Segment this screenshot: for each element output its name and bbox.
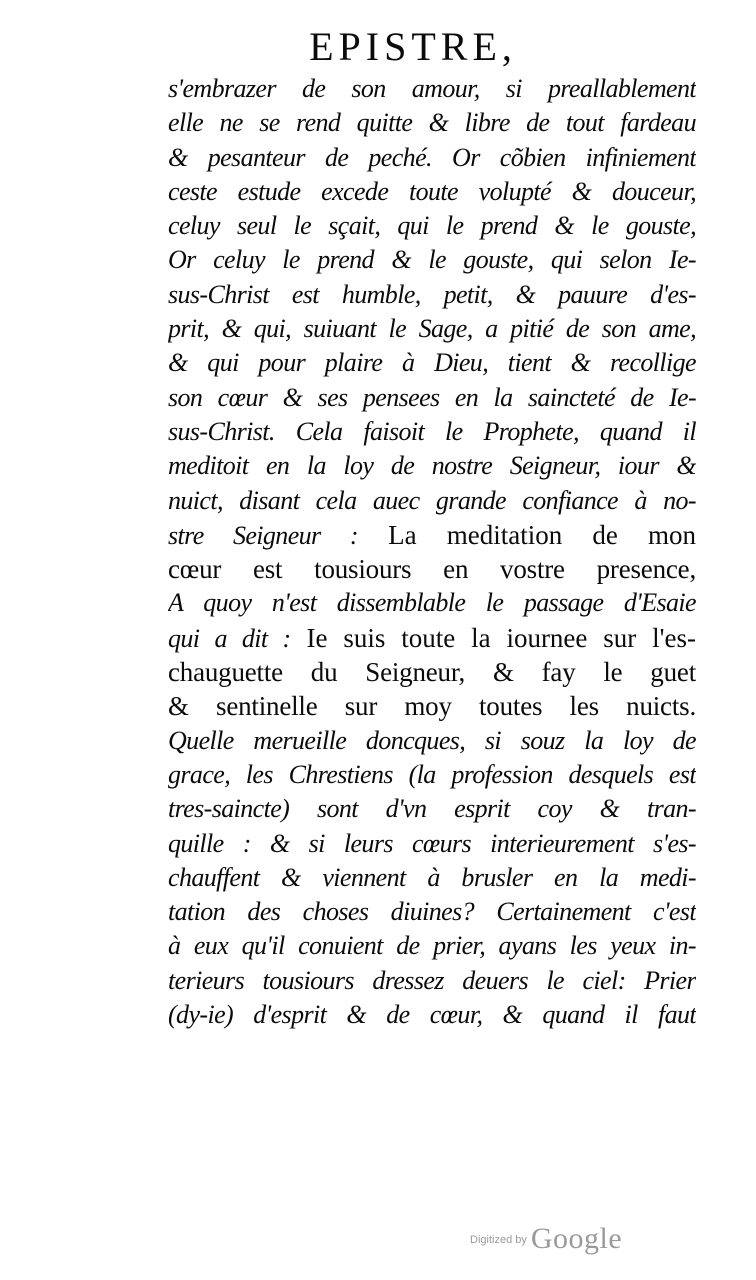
google-logo: Google bbox=[530, 1222, 623, 1255]
text-line: tres-saincte) sont d'vn esprit coy & tran- bbox=[168, 794, 696, 824]
watermark-prefix: Digitized by bbox=[470, 1234, 527, 1246]
text-line bbox=[168, 518, 696, 552]
text-line: à eux qu'il conuient de prier, ayans les yeux in- bbox=[168, 931, 696, 961]
text-line: chauffent & viennent à brusler en la medi- bbox=[168, 862, 696, 892]
text-line: & qui pour plaire à Dieu, tient & recollige bbox=[168, 348, 696, 378]
text-line: elle ne se rend quitte & libre de tout fardeau bbox=[168, 108, 696, 138]
text-line: & sentinelle sur moy toutes les nuicts. bbox=[168, 691, 696, 722]
text-line: Quelle merueille doncques, si souz la loy de bbox=[168, 725, 696, 755]
text-line: celuy seul le sçait, qui le prend & le gouste, bbox=[168, 211, 696, 241]
text-line: s'embrazer de son amour, si preallablement bbox=[168, 74, 696, 103]
text-line: cœur est tousiours en vostre presence, bbox=[168, 554, 696, 585]
text-line: quille : & si leurs cœurs interieurement s'es- bbox=[168, 828, 696, 858]
text-line: & pesanteur de peché. Or cõbien infiniement bbox=[168, 142, 696, 172]
text-line: (dy-ie) d'esprit & de cœur, & quand il faut bbox=[168, 1000, 696, 1030]
text-line: chauguette du Seigneur, & fay le guet bbox=[168, 657, 696, 688]
text-line: A quoy n'est dissemblable le passage d'Esaie bbox=[168, 588, 696, 618]
running-head: EPISTRE, bbox=[309, 24, 517, 69]
text-line: grace, les Chrestiens (la profession desquels est bbox=[168, 759, 696, 789]
text-line-italic-part: stre Seigneur : bbox=[168, 520, 358, 550]
text-line: tation des choses diuines? Certainement c'est bbox=[168, 897, 696, 927]
text-line: prit, & qui, suiuant le Sage, a pitié de son ame, bbox=[168, 314, 696, 344]
text-line: nuict, disant cela auec grande confiance à no- bbox=[168, 485, 696, 515]
text-line: ceste estude excede toute volupté & douceur, bbox=[168, 176, 696, 206]
text-line: meditoit en la loy de nostre Seigneur, iour & bbox=[168, 451, 696, 481]
text-line-roman-part: Ie suis toute la iournee sur l'es- bbox=[290, 622, 696, 653]
text-block bbox=[168, 72, 696, 1032]
text-line-italic-part: qui a dit : bbox=[168, 623, 291, 653]
text-line: terieurs tousiours dressez deuers le ciel: Prier bbox=[168, 965, 696, 995]
digitized-by-google-watermark bbox=[470, 1222, 622, 1256]
text-line: son cœur & ses pensees en la saincteté de Ie- bbox=[168, 382, 696, 412]
text-line: sus-Christ. Cela faisoit le Prophete, quand il bbox=[168, 416, 696, 446]
text-line bbox=[168, 621, 696, 655]
text-line: sus-Christ est humble, petit, & pauure d'es- bbox=[168, 279, 696, 309]
text-line-roman-part: La meditation de mon bbox=[357, 519, 696, 550]
text-line: Or celuy le prend & le gouste, qui selon Ie- bbox=[168, 245, 696, 275]
